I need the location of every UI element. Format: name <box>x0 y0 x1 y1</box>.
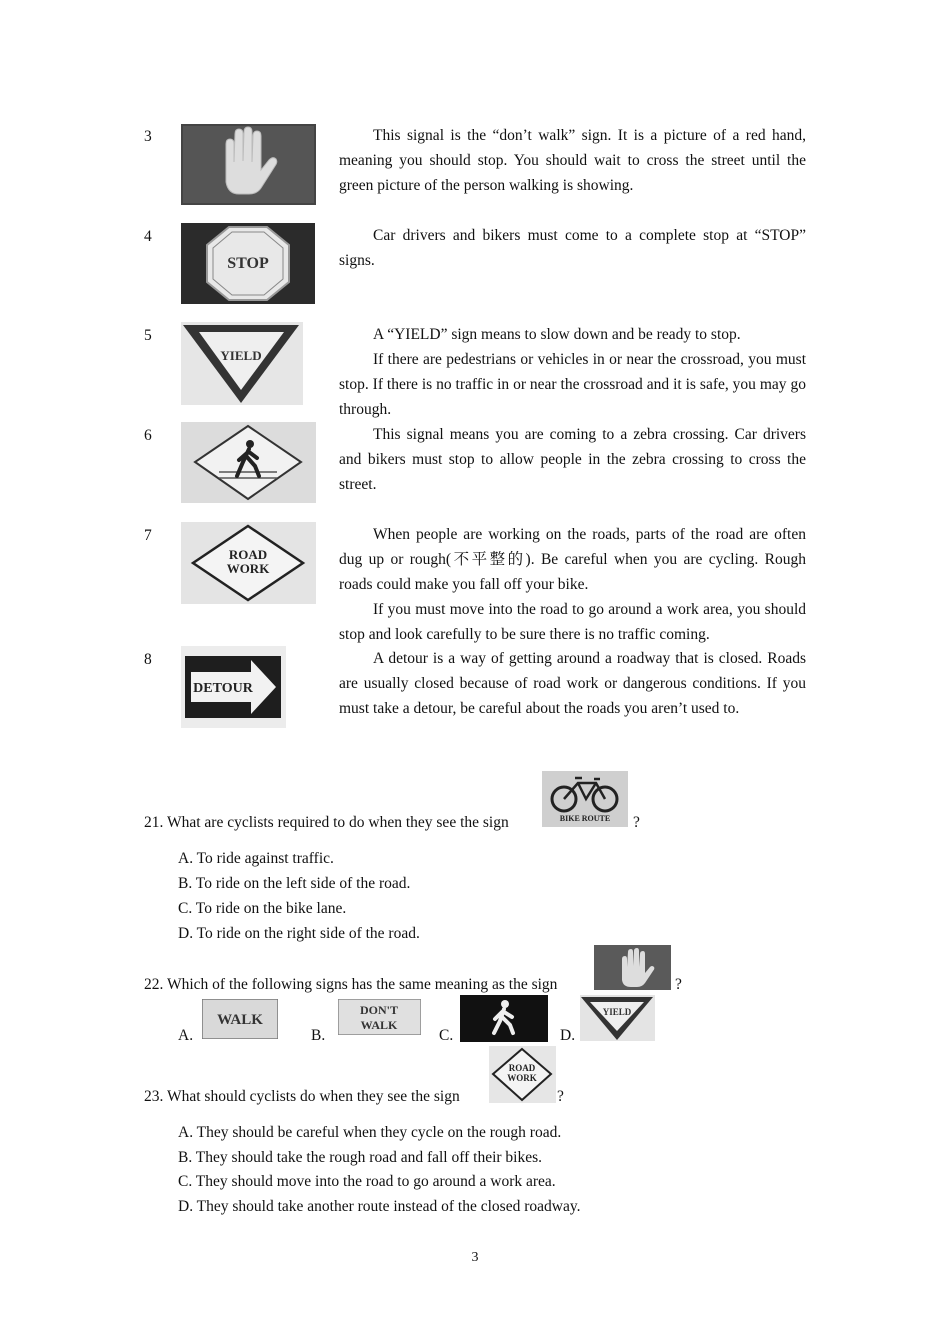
yield-sign-label: YIELD <box>220 348 262 363</box>
bike-route-label: BIKE ROUTE <box>559 814 611 823</box>
question-stem: 21. What are cyclists required to do when they see the sign <box>144 814 509 831</box>
question-stem: 23. What should cyclists do when they see the sign <box>144 1088 460 1105</box>
sign-description <box>339 423 806 498</box>
dont-walk-hand-icon <box>181 124 316 210</box>
question-stem: 22. Which of the following signs has the same meaning as the sign <box>144 976 558 993</box>
item-number: 5 <box>144 327 152 344</box>
option-a: A. They should be careful when they cycle on the rough road. <box>178 1124 562 1141</box>
item-number: 8 <box>144 651 152 668</box>
option-d: D. To ride on the right side of the road. <box>178 925 420 942</box>
question-mark: ? <box>557 1088 564 1105</box>
road-work-sign-small-icon <box>489 1046 556 1108</box>
question-22 <box>144 976 557 994</box>
walking-person-sign-icon <box>460 995 548 1047</box>
option-letter: D. <box>560 1027 576 1044</box>
dont-walk-label: DON'T <box>359 1003 399 1017</box>
dont-walk-label: WALK <box>360 1018 398 1032</box>
dont-walk-sign-icon <box>338 999 421 1040</box>
paragraph: If there are pedestrians or vehicles in or near the crossroad, you must stop. If there is no traffic in or near the crossroad and it is safe, you may go through. <box>339 350 806 418</box>
walk-label: WALK <box>217 1012 263 1028</box>
road-work-sign-icon <box>181 522 316 609</box>
sign-description <box>339 523 806 648</box>
paragraph: A “YIELD” sign means to slow down and be ready to stop. <box>373 326 741 343</box>
option-a: A. To ride against traffic. <box>178 850 334 867</box>
stop-sign-icon <box>181 223 315 309</box>
paragraph: This signal means you are coming to a zebra crossing. Car drivers and bikers must stop to allow people in the zebra crossing to cross the street. <box>339 426 806 493</box>
option-b: B. To ride on the left side of the road. <box>178 875 411 892</box>
question-23 <box>144 1088 460 1106</box>
detour-label: DETOUR <box>193 681 253 696</box>
sign-description <box>339 323 806 423</box>
question-21 <box>144 814 509 832</box>
walk-sign-icon <box>202 999 278 1044</box>
paragraph: If you must move into the road to go around a work area, you should stop and look carefully to be sure there is no traffic coming. <box>339 600 806 643</box>
yield-sign-small-icon <box>580 995 655 1046</box>
yield-label: YIELD <box>602 1007 632 1017</box>
question-mark: ? <box>633 814 640 831</box>
stop-sign-label: STOP <box>227 255 269 272</box>
zebra-crossing-sign-icon <box>181 422 316 508</box>
yield-sign-icon <box>181 322 303 410</box>
sign-description <box>339 124 806 199</box>
detour-sign-icon <box>181 646 286 733</box>
option-letter: C. <box>439 1027 454 1044</box>
paragraph: Car drivers and bikers must come to a complete stop at “STOP” signs. <box>339 227 806 269</box>
road-work-label: WORK <box>226 561 270 576</box>
option-letter: A. <box>178 1027 194 1044</box>
hand-sign-icon <box>594 945 671 995</box>
question-mark: ? <box>675 976 682 993</box>
sign-description <box>339 647 806 722</box>
item-number: 6 <box>144 427 152 444</box>
option-letter: B. <box>311 1027 326 1044</box>
road-work-label: ROAD <box>228 547 268 562</box>
option-d: D. They should take another route instead of the closed roadway. <box>178 1198 581 1215</box>
item-number: 7 <box>144 527 152 544</box>
paragraph: A detour is a way of getting around a roadway that is closed. Roads are usually closed because of road work or dangerous conditions. If you must take a detour, be careful about the roads you aren’t used to. <box>339 650 806 717</box>
road-work-label: ROAD <box>508 1063 536 1073</box>
option-c: C. They should move into the road to go around a work area. <box>178 1173 556 1190</box>
paragraph: This signal is the “don’t walk” sign. It is a picture of a red hand, meaning you should stop. You should wait to cross the street until the green picture of the person walking is showing. <box>339 127 806 194</box>
paragraph: When people are working on the roads, parts of the road are often dug up or rough(不平整的). Be careful when you are cycling. Rough roads could make you fall off your bike. <box>339 526 806 593</box>
option-b: B. They should take the rough road and fall off their bikes. <box>178 1149 543 1166</box>
item-number: 3 <box>144 128 152 145</box>
sign-description <box>339 224 806 274</box>
item-number: 4 <box>144 228 152 245</box>
page-number: 3 <box>471 1250 479 1265</box>
road-work-label: WORK <box>507 1073 537 1083</box>
option-c: C. To ride on the bike lane. <box>178 900 347 917</box>
bike-route-sign-icon <box>542 771 628 832</box>
